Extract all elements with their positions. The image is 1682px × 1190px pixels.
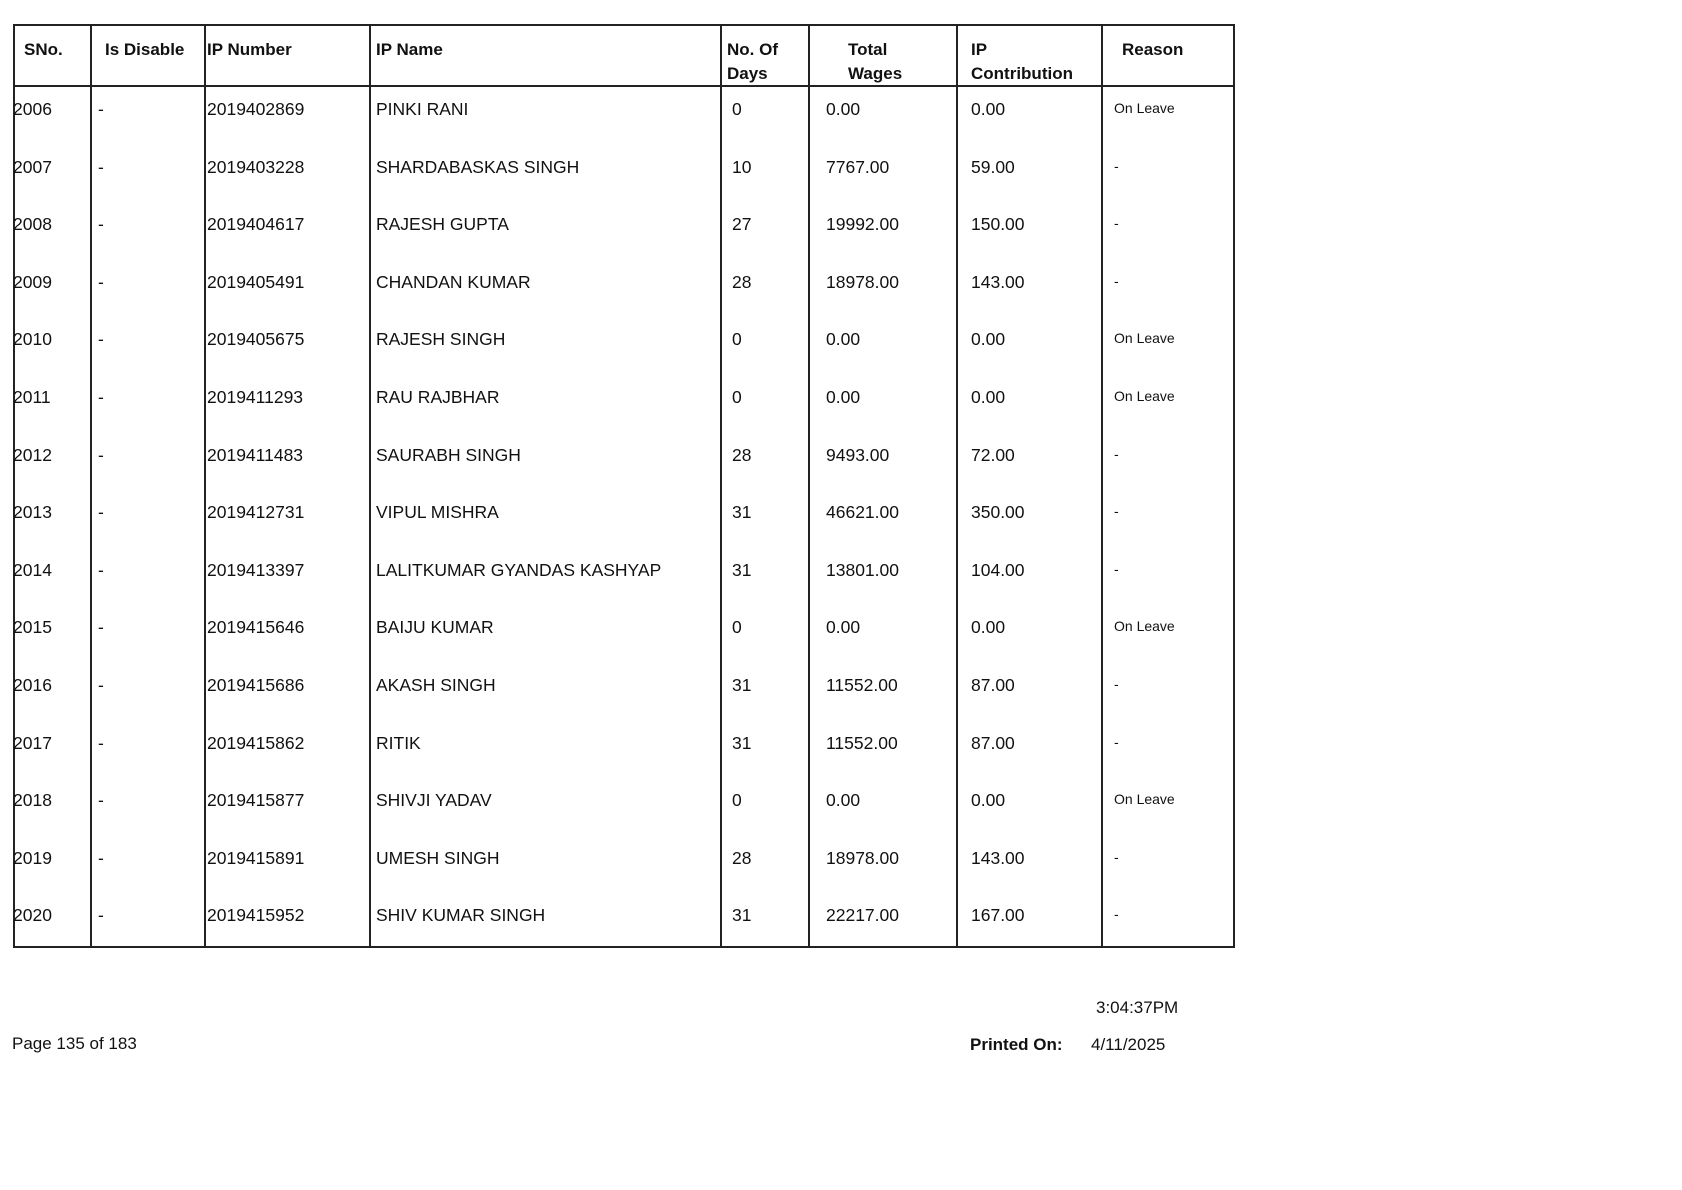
cell-sno: 2017 (13, 732, 52, 753)
cell-ip-name: SHARDABASKAS SINGH (376, 156, 580, 177)
printed-date: 4/11/2025 (1091, 1035, 1166, 1054)
column-divider (808, 26, 810, 946)
cell-sno: 2015 (13, 617, 52, 638)
cell-days: 0 (732, 99, 742, 119)
cell-wages: 0.00 (826, 790, 861, 811)
cell-sno: 2014 (13, 559, 52, 580)
cell-contribution: 59.00 (971, 156, 1015, 177)
cell-reason: - (1114, 848, 1119, 865)
cell-days: 28 (732, 847, 752, 868)
cell-wages: 19992.00 (826, 214, 899, 235)
cell-sno: 2020 (13, 905, 52, 926)
cell-days: 31 (732, 905, 752, 926)
cell-days: 28 (732, 271, 752, 292)
cell-wages: 13801.00 (826, 559, 899, 580)
cell-days: 10 (732, 156, 752, 177)
cell-contribution: 87.00 (971, 732, 1015, 753)
header-reason: Reason (1122, 40, 1184, 59)
cell-ip-number: 2019415877 (207, 790, 305, 811)
cell-sno: 2010 (13, 329, 52, 350)
cell-is-disable: - (98, 387, 104, 407)
cell-ip-name: SAURABH SINGH (376, 444, 521, 465)
cell-wages: 18978.00 (826, 271, 899, 292)
header-sno: SNo. (24, 40, 63, 59)
cell-days: 0 (732, 329, 742, 350)
cell-reason: - (1114, 503, 1119, 520)
cell-days: 31 (732, 675, 752, 695)
contribution-table (13, 24, 1235, 948)
cell-wages: 0.00 (826, 99, 861, 119)
cell-sno: 2009 (13, 271, 52, 292)
cell-sno: 2007 (13, 156, 52, 177)
cell-sno: 2008 (13, 214, 52, 235)
header-total-wages-line1: Total (848, 40, 888, 59)
cell-wages: 22217.00 (826, 905, 899, 926)
cell-wages: 0.00 (826, 387, 861, 407)
cell-contribution: 150.00 (971, 214, 1025, 235)
cell-reason: - (1114, 272, 1119, 289)
cell-is-disable: - (98, 617, 104, 638)
cell-wages: 0.00 (826, 329, 861, 350)
cell-sno: 2016 (13, 675, 52, 695)
cell-wages: 46621.00 (826, 502, 899, 523)
cell-reason: - (1114, 445, 1119, 462)
cell-sno: 2019 (13, 847, 52, 868)
cell-ip-name: SHIV KUMAR SINGH (376, 905, 546, 926)
cell-is-disable: - (98, 271, 104, 292)
cell-reason: - (1114, 906, 1119, 923)
cell-contribution: 143.00 (971, 271, 1025, 292)
cell-reason: On Leave (1114, 100, 1175, 116)
column-divider (956, 26, 958, 946)
cell-contribution: 0.00 (971, 790, 1006, 811)
cell-days: 0 (732, 790, 742, 811)
cell-wages: 11552.00 (826, 675, 898, 695)
cell-ip-name: BAIJU KUMAR (376, 617, 494, 638)
cell-reason: On Leave (1114, 791, 1175, 808)
cell-ip-number: 2019415862 (207, 732, 305, 753)
column-divider (720, 26, 722, 946)
cell-days: 27 (732, 214, 752, 235)
header-ip-contribution-line1: IP (971, 40, 988, 59)
cell-reason: - (1114, 215, 1119, 232)
cell-contribution: 0.00 (971, 617, 1006, 638)
cell-reason: - (1114, 157, 1119, 174)
cell-sno: 2011 (13, 387, 51, 407)
cell-is-disable: - (98, 847, 104, 868)
cell-ip-name: VIPUL MISHRA (376, 502, 499, 523)
cell-contribution: 0.00 (971, 99, 1006, 119)
cell-wages: 7767.00 (826, 156, 890, 177)
cell-is-disable: - (98, 329, 104, 350)
header-no-of-days-line2: Days (727, 64, 768, 83)
cell-ip-number: 2019404617 (207, 214, 305, 235)
cell-sno: 2013 (13, 502, 52, 523)
header-no-of-days-line1: No. Of (727, 40, 778, 59)
cell-ip-name: UMESH SINGH (376, 847, 500, 868)
header-ip-contribution (971, 38, 1073, 86)
cell-is-disable: - (98, 790, 104, 811)
cell-days: 0 (732, 617, 742, 638)
header-ip-contribution-line2: Contribution (971, 64, 1073, 83)
cell-is-disable: - (98, 99, 104, 119)
cell-contribution: 72.00 (971, 444, 1015, 465)
cell-wages: 11552.00 (826, 732, 898, 753)
cell-ip-name: RAJESH SINGH (376, 329, 506, 350)
header-ip-name: IP Name (376, 40, 443, 59)
cell-ip-number: 2019412731 (207, 502, 305, 523)
cell-contribution: 87.00 (971, 675, 1015, 695)
cell-ip-number: 2019403228 (207, 156, 305, 177)
header-no-of-days (727, 38, 778, 86)
cell-sno: 2012 (13, 444, 52, 465)
cell-ip-name: RITIK (376, 732, 421, 753)
page-number: Page 135 of 183 (12, 1034, 137, 1053)
cell-reason: - (1114, 676, 1119, 692)
cell-ip-number: 2019415891 (207, 847, 305, 868)
cell-reason: On Leave (1114, 618, 1175, 635)
cell-ip-name: AKASH SINGH (376, 675, 496, 695)
cell-contribution: 104.00 (971, 559, 1025, 580)
cell-ip-name: CHANDAN KUMAR (376, 271, 531, 292)
cell-reason: On Leave (1114, 388, 1175, 404)
cell-ip-name: PINKI RANI (376, 99, 469, 119)
cell-ip-name: LALITKUMAR GYANDAS KASHYAP (376, 559, 662, 580)
cell-ip-number: 2019411293 (207, 387, 304, 407)
header-total-wages (848, 38, 902, 86)
cell-reason: - (1114, 733, 1119, 750)
cell-is-disable: - (98, 732, 104, 753)
cell-is-disable: - (98, 559, 104, 580)
cell-ip-number: 2019415686 (207, 675, 305, 695)
cell-contribution: 167.00 (971, 905, 1025, 926)
cell-ip-number: 2019413397 (207, 559, 305, 580)
cell-contribution: 0.00 (971, 329, 1006, 350)
header-ip-number: IP Number (207, 40, 292, 59)
column-divider (90, 26, 92, 946)
cell-days: 0 (732, 387, 742, 407)
cell-ip-number: 2019411483 (207, 444, 304, 465)
column-divider (204, 26, 206, 946)
cell-ip-name: RAU RAJBHAR (376, 387, 500, 407)
header-is-disable: Is Disable (105, 40, 185, 59)
cell-days: 28 (732, 444, 752, 465)
printed-on-label: Printed On: (970, 1035, 1063, 1054)
cell-ip-name: RAJESH GUPTA (376, 214, 509, 235)
cell-ip-number: 2019405675 (207, 329, 305, 350)
cell-ip-name: SHIVJI YADAV (376, 790, 492, 811)
cell-is-disable: - (98, 675, 104, 695)
cell-reason: - (1114, 560, 1119, 577)
cell-is-disable: - (98, 156, 104, 177)
cell-contribution: 0.00 (971, 387, 1006, 407)
cell-is-disable: - (98, 502, 104, 523)
cell-days: 31 (732, 732, 752, 753)
column-divider (1101, 26, 1103, 946)
cell-ip-number: 2019415646 (207, 617, 305, 638)
cell-days: 31 (732, 502, 752, 523)
cell-is-disable: - (98, 444, 104, 465)
cell-ip-number: 2019415952 (207, 905, 305, 926)
column-divider (369, 26, 371, 946)
printed-time: 3:04:37PM (1096, 998, 1179, 1017)
cell-sno: 2006 (13, 99, 52, 119)
cell-contribution: 143.00 (971, 847, 1025, 868)
cell-contribution: 350.00 (971, 502, 1025, 523)
cell-is-disable: - (98, 214, 104, 235)
cell-ip-number: 2019405491 (207, 271, 305, 292)
cell-reason: On Leave (1114, 330, 1175, 347)
cell-is-disable: - (98, 905, 104, 926)
cell-wages: 18978.00 (826, 847, 899, 868)
cell-days: 31 (732, 559, 752, 580)
cell-ip-number: 2019402869 (207, 99, 305, 119)
header-total-wages-line2: Wages (848, 64, 903, 83)
cell-wages: 0.00 (826, 617, 861, 638)
cell-sno: 2018 (13, 790, 52, 811)
cell-wages: 9493.00 (826, 444, 890, 465)
